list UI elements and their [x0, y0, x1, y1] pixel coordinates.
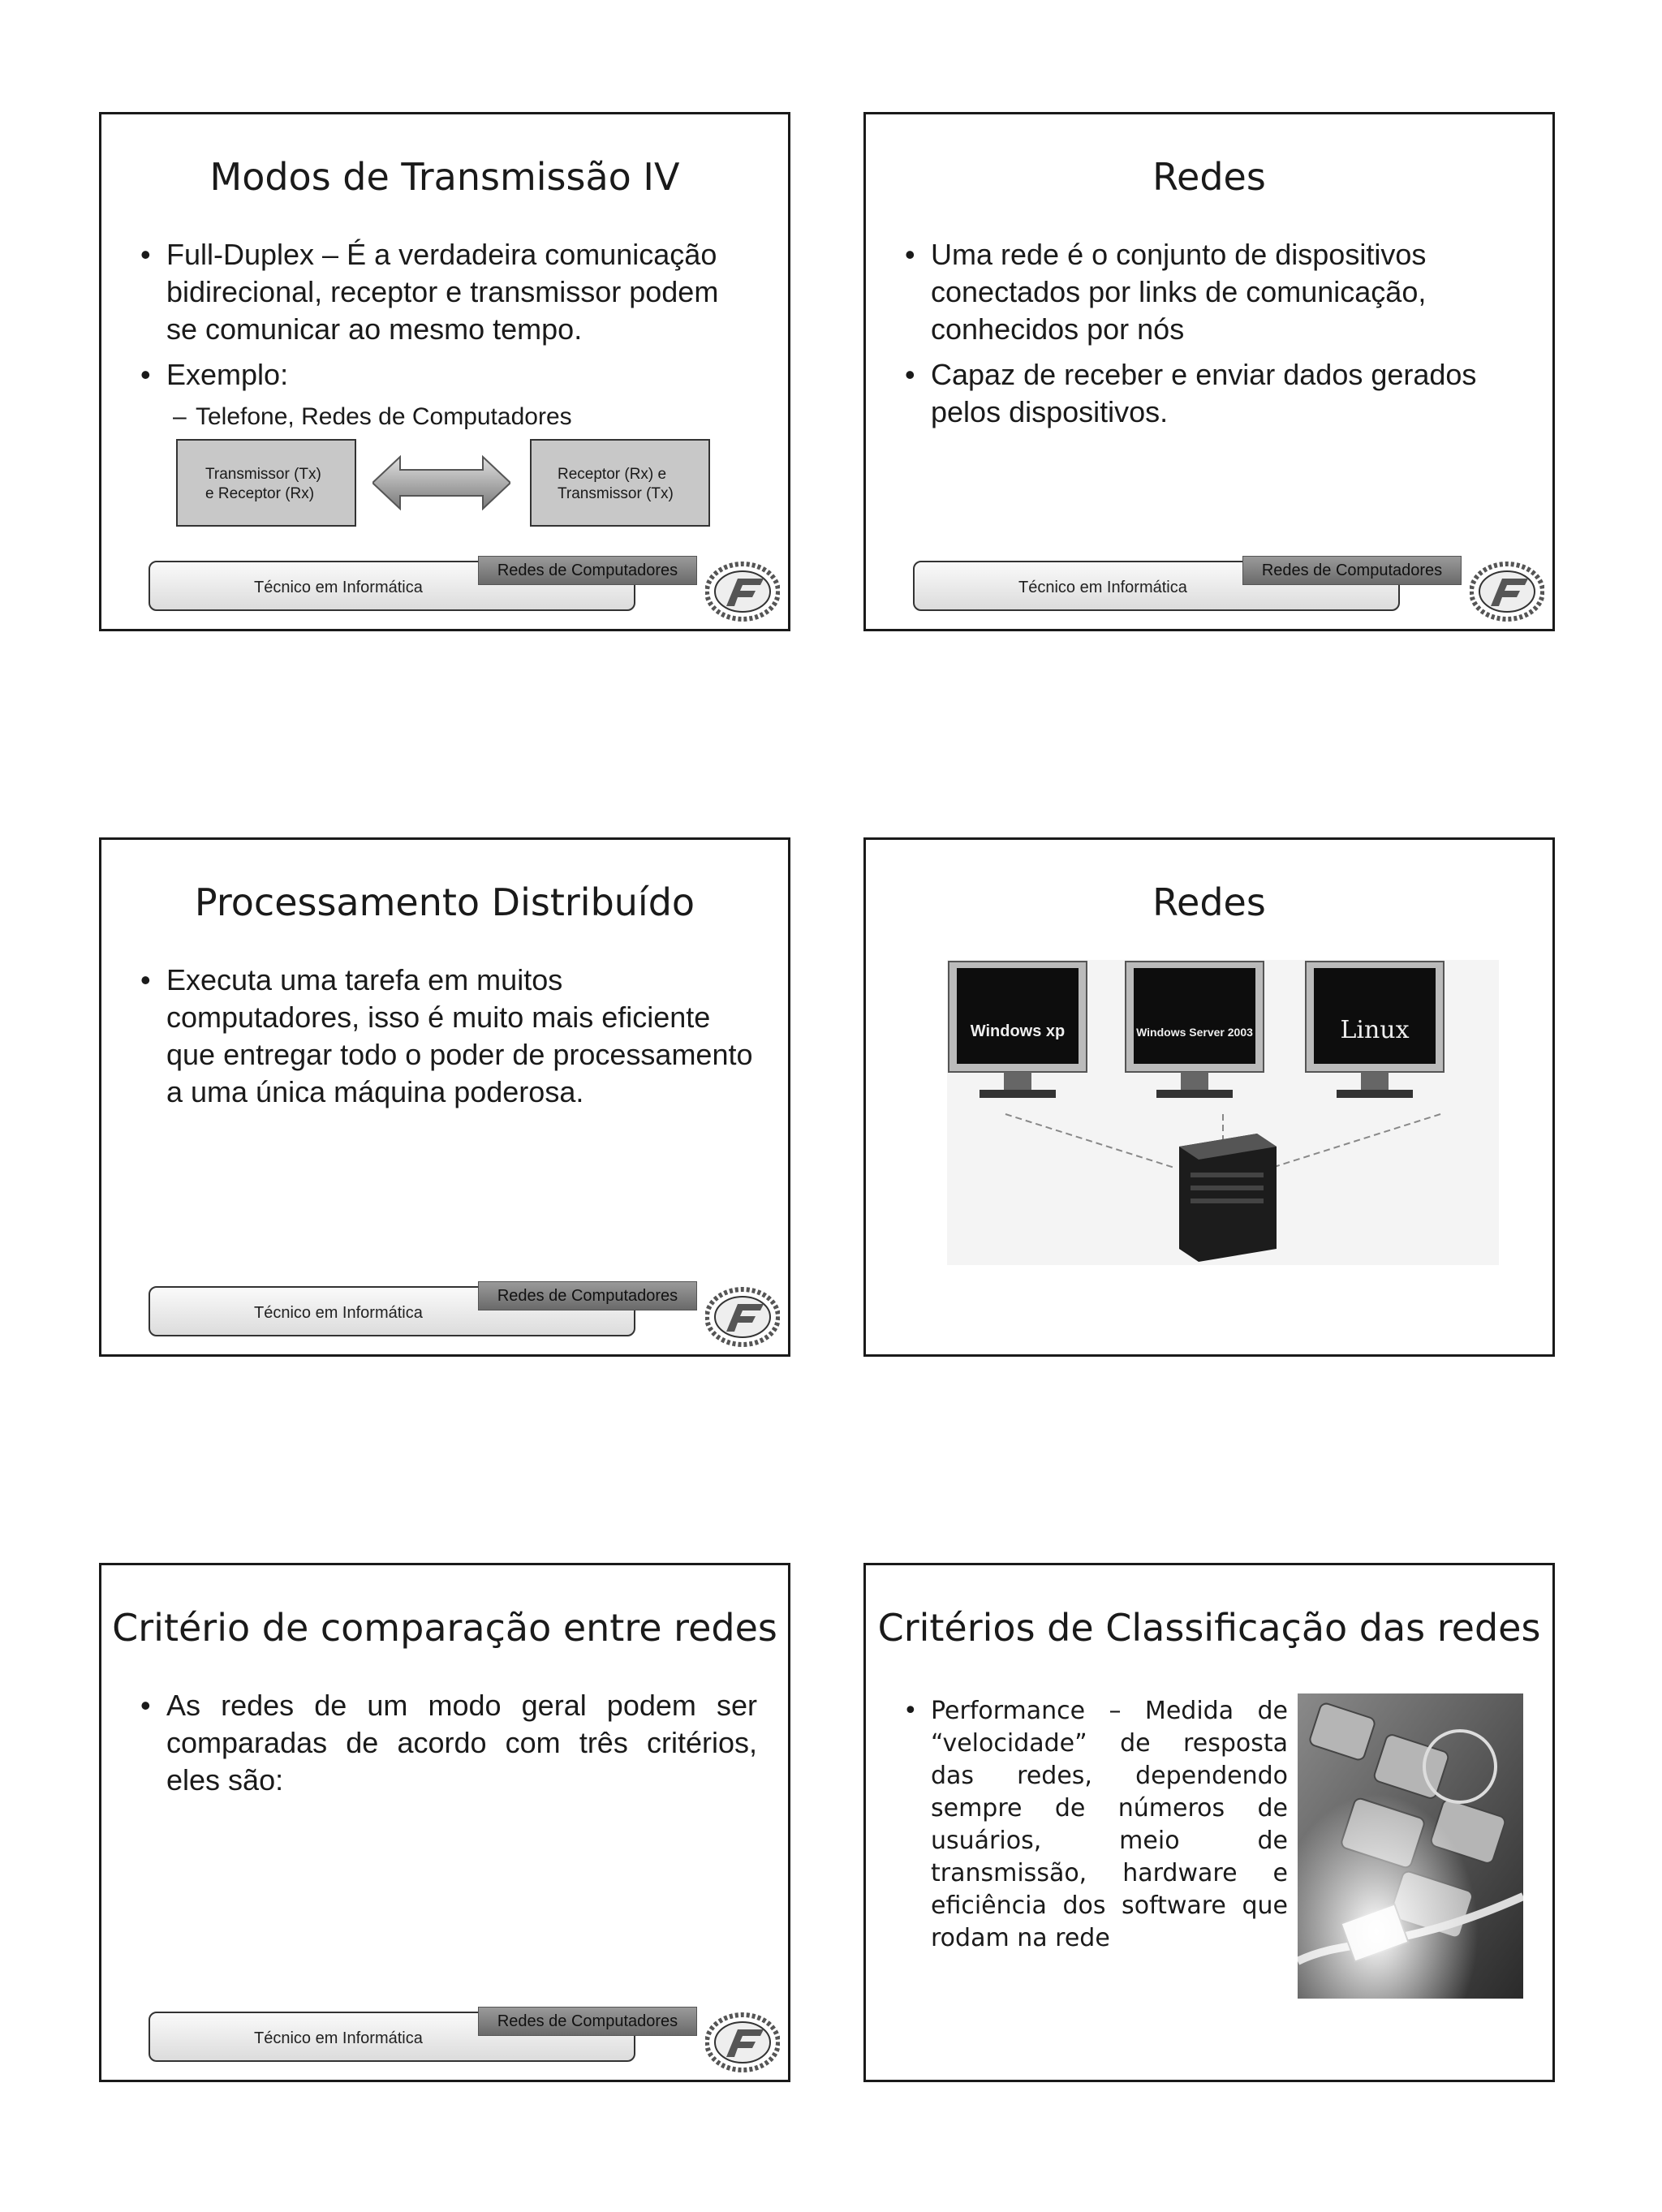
monitor-label: Windows Server 2003 [1136, 1026, 1253, 1039]
double-arrow-icon [372, 455, 510, 510]
slide-title: Processamento Distribuído [194, 880, 695, 924]
school-logo-icon [705, 1286, 780, 1348]
slide-footer [149, 1286, 678, 1338]
network-diagram [947, 960, 1499, 1265]
footer-course: Técnico em Informática [254, 1304, 423, 1322]
keyboard-cable-photo [1298, 1693, 1523, 1999]
slide-title: Critério de comparação entre redes [112, 1606, 777, 1650]
bullet-dot: • [903, 1697, 918, 1725]
slide-title: Redes [1152, 155, 1266, 199]
bullet-exemplo: • Exemplo: [137, 356, 757, 394]
bullet-list [137, 962, 757, 1119]
slide-redes-diagrama [863, 837, 1555, 1357]
monitor-label: Linux [1340, 1016, 1410, 1044]
slide-footer [149, 2012, 678, 2064]
school-logo-icon [705, 561, 780, 622]
bullet-performance-text: Performance – Medida de “velocidade” de resposta das redes, dependendo sempre de números de usuários, meio de transmissão, hardware e eficiência dos software que rodam na rede [931, 1697, 1288, 1952]
slide-criterios-classificacao [863, 1563, 1555, 2082]
slide-footer [913, 561, 1443, 613]
bullet-list [137, 236, 757, 441]
slide-footer [149, 561, 678, 613]
bullet-list [902, 236, 1522, 439]
server-tower-icon [1179, 1134, 1277, 1262]
bullet-capaz: • Capaz de receber e enviar dados gerados pelos dispositivos. [902, 356, 1522, 431]
school-logo-icon [1470, 561, 1544, 622]
transmitter-box: Transmissor (Tx) e Receptor (Rx) [176, 439, 356, 527]
bullet-full-duplex: • Full-Duplex – É a verdadeira comunicação bidirecional, receptor e transmissor podem se comunicar ao mesmo tempo. [137, 236, 757, 348]
footer-course: Técnico em Informática [254, 2029, 423, 2047]
bullet-list [137, 1687, 757, 1807]
school-logo-icon [705, 2012, 780, 2073]
slide-title: Redes [1152, 880, 1266, 924]
receiver-box: Receptor (Rx) e Transmissor (Tx) [530, 439, 710, 527]
footer-tab: Redes de Computadores [478, 556, 697, 585]
monitor-label: Windows xp [970, 1022, 1066, 1040]
bullet-definicao: • Uma rede é o conjunto de dispositivos conectados por links de comunicação, conhecidos por nós [902, 236, 1522, 348]
bullet-performance [902, 1695, 1288, 1955]
sub-bullet-exemplo: – Telefone, Redes de Computadores [137, 402, 757, 433]
bullet-redes: • As redes de um modo geral podem ser comparadas de acordo com três critérios, eles são: [137, 1687, 757, 1799]
slide-redes [863, 112, 1555, 631]
footer-tab: Redes de Computadores [478, 1281, 697, 1310]
slide-modos-transmissao [99, 112, 790, 631]
footer-tab: Redes de Computadores [1242, 556, 1462, 585]
footer-course: Técnico em Informática [254, 579, 423, 596]
slide-processamento-distribuido [99, 837, 790, 1357]
slide-title: Critérios de Classificação das redes [877, 1606, 1541, 1650]
bullet-executa: • Executa uma tarefa em muitos computadores, isso é muito mais eficiente que entregar todo o poder de processamento a uma única máquina poderosa. [137, 962, 757, 1111]
slide-criterio-comparacao [99, 1563, 790, 2082]
slide-title: Modos de Transmissão IV [209, 155, 680, 199]
footer-course: Técnico em Informática [1018, 579, 1187, 596]
footer-tab: Redes de Computadores [478, 2007, 697, 2036]
